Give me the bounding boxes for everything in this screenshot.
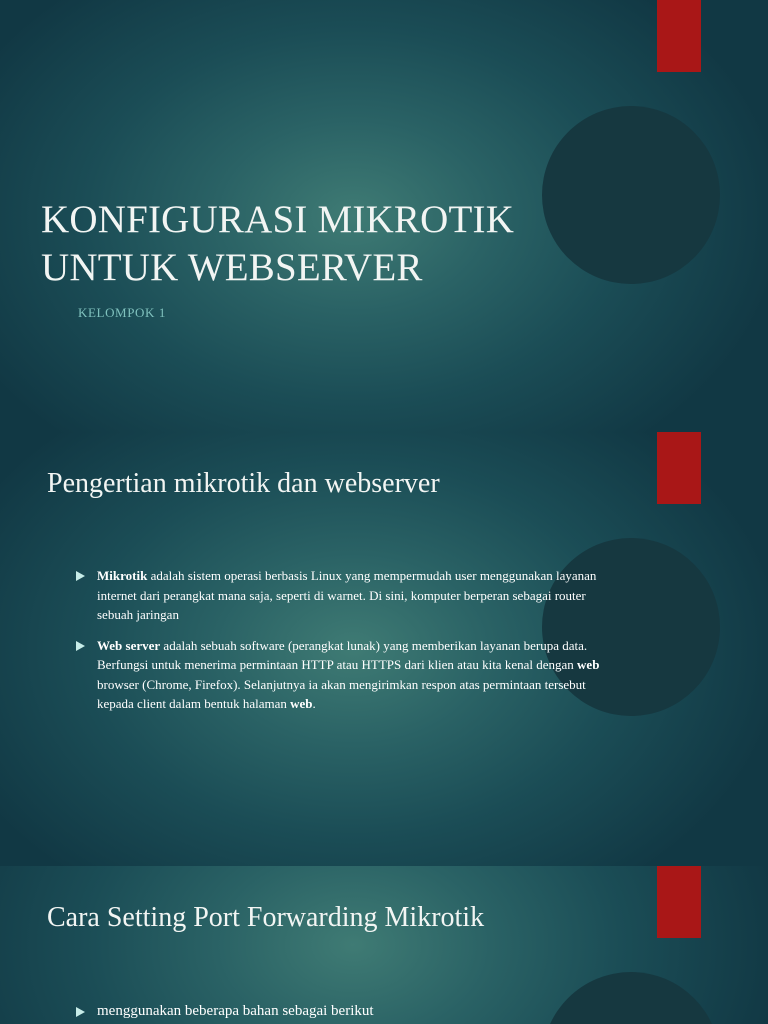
definition-webserver-a: adalah sebuah software (perangkat lunak) yang memberikan layanan berupa data. Berfungsi untuk menerima permintaan HTTP atau HTTPS dari klien atau kita kenal dengan [97,637,588,672]
red-accent-bar [657,866,701,938]
term-webserver: Web server [97,637,161,653]
red-accent-bar [657,0,701,72]
definition-webserver-b: browser (Chrome, Firefox). Selanjutnya ia akan mengirimkan respon atas permintaan tersebut kepada client dalam bentuk halaman [97,676,586,711]
title-line-2: UNTUK WEBSERVER [41,246,423,289]
definition-webserver-c: . [312,696,316,711]
bullet-webserver [76,636,621,714]
bold-web-2: web [290,696,313,711]
bold-web: web [577,657,600,672]
bullet-text: menggunakan beberapa bahan sebagai berikut [97,1003,374,1019]
slide-port-forwarding [0,866,768,1024]
slide-title [0,0,768,432]
bullet-list [76,1002,621,1024]
bullet-list [76,566,621,725]
bullet-materials [76,1002,621,1022]
red-accent-bar [657,432,701,504]
triangle-bullet-icon [76,1007,85,1017]
slide-heading: Pengertian mikrotik dan webserver [47,468,440,499]
bullet-mikrotik [76,566,621,625]
presentation-subtitle: KELOMPOK 1 [78,305,166,320]
term-mikrotik: Mikrotik [97,568,148,583]
title-line-1: KONFIGURASI MIKROTIK [41,198,515,241]
triangle-bullet-icon [76,571,85,581]
definition-mikrotik: adalah sistem operasi berbasis Linux yang mempermudah user menggunakan layanan internet dari perangkat mana saja, seperti di warnet. Di sini, komputer berperan sebagai router sebuah jaringan [97,568,597,622]
triangle-bullet-icon [76,641,85,651]
dark-circle-decoration [542,106,720,284]
slide-heading: Cara Setting Port Forwarding Mikrotik [47,902,485,933]
slide-definition [0,432,768,866]
presentation-title [41,196,514,292]
